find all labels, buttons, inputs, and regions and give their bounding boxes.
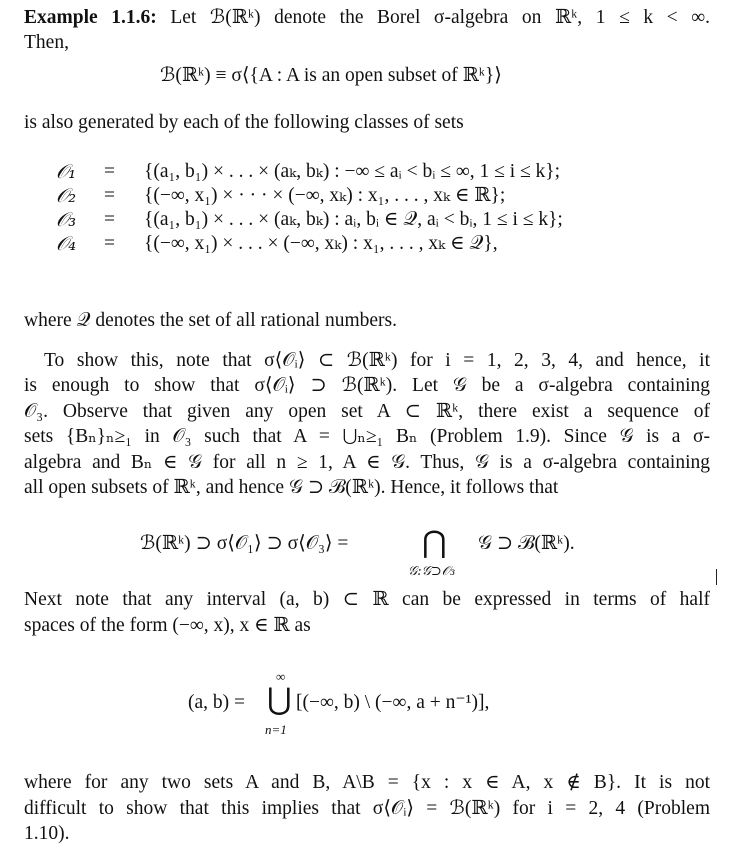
- equation-chain-rhs: 𝒢 ⊃ ℬ(ℝᵏ).: [478, 533, 575, 554]
- definition-rhs: {(a₁, b₁) × . . . × (aₖ, bₖ) : −∞ ≤ aᵢ < bᵢ ≤ ∞, 1 ≤ i ≤ k};: [144, 161, 561, 182]
- paragraph-line: 𝒪₃. Observe that given any open set A ⊂ ℝᵏ, there exist a sequence of: [24, 401, 710, 422]
- intersection-subscript: 𝒢:𝒢⊃𝒪₃: [408, 564, 456, 579]
- example-intro-then: Then,: [24, 32, 69, 53]
- paragraph-line: To show this, note that σ⟨𝒪ᵢ⟩ ⊂ ℬ(ℝᵏ) for i = 1, 2, 3, 4, and hence, it: [44, 350, 710, 371]
- example-intro-text: Let ℬ(ℝᵏ) denote the Borel σ-algebra on ℝᵏ, 1 ≤ k < ∞.: [170, 7, 710, 28]
- paragraph-line: algebra and Bₙ ∈ 𝒢 for all n ≥ 1, A ∈ 𝒢. Thus, 𝒢 is a σ-algebra containing: [24, 452, 710, 473]
- paragraph-line: sets {Bₙ}ₙ≥₁ in 𝒪₃ such that A = ⋃ₙ≥₁ Bₙ (Problem 1.9). Since 𝒢 is a σ-: [24, 426, 710, 447]
- definition-equals: =: [104, 233, 115, 254]
- big-intersection-operator: ⋂: [422, 526, 447, 559]
- definition-equals: =: [104, 161, 115, 182]
- equation-union-rhs: [(−∞, b) \ (−∞, a + n⁻¹)],: [296, 692, 490, 713]
- definition-equals: =: [104, 209, 115, 230]
- definition-rhs: {(a₁, b₁) × . . . × (aₖ, bₖ) : aᵢ, bᵢ ∈ 𝒬, aᵢ < bᵢ, 1 ≤ i ≤ k};: [144, 209, 563, 230]
- also-generated-text: is also generated by each of the following classes of sets: [24, 112, 464, 133]
- example-intro-line: [24, 6, 710, 30]
- next-note-line: Next note that any interval (a, b) ⊂ ℝ can be expressed in terms of half: [24, 589, 710, 610]
- final-line: where for any two sets A and B, A\B = {x : x ∈ A, x ∉ B}. It is not: [24, 772, 710, 793]
- big-union-operator: ⋃: [267, 683, 292, 716]
- definition-rhs: {(−∞, x₁) × · · · × (−∞, xₖ) : x₁, . . . , xₖ ∈ ℝ};: [144, 185, 506, 206]
- definition-symbol: 𝒪₄: [56, 232, 77, 255]
- definition-rhs: {(−∞, x₁) × . . . × (−∞, xₖ) : x₁, . . . , xₖ ∈ 𝒬},: [144, 233, 498, 254]
- final-line: difficult to show that this implies that σ⟨𝒪ᵢ⟩ = ℬ(ℝᵏ) for i = 2, 4 (Problem: [24, 798, 710, 819]
- paragraph-line: all open subsets of ℝᵏ, and hence 𝒢 ⊃ ℬ(ℝᵏ). Hence, it follows that: [24, 477, 559, 498]
- equation-chain-lhs: ℬ(ℝᵏ) ⊃ σ⟨𝒪₁⟩ ⊃ σ⟨𝒪₃⟩ =: [140, 533, 349, 554]
- example-label: Example 1.1.6:: [24, 7, 157, 28]
- union-upper-limit: ∞: [276, 669, 286, 684]
- where-rational-text: where 𝒬 denotes the set of all rational numbers.: [24, 310, 398, 331]
- text-cursor: [716, 569, 717, 585]
- union-lower-limit: n=1: [265, 722, 287, 737]
- equation-borel-generating: ℬ(ℝᵏ) ≡ σ⟨{A : A is an open subset of ℝᵏ}⟩: [160, 65, 502, 86]
- final-line: 1.10).: [24, 823, 70, 844]
- equation-union-lhs: (a, b) =: [188, 692, 246, 713]
- definition-equals: =: [104, 185, 115, 206]
- definition-symbol: 𝒪₃: [56, 208, 77, 231]
- definition-symbol: 𝒪₁: [56, 160, 77, 183]
- definition-symbol: 𝒪₂: [56, 184, 77, 207]
- next-note-line: spaces of the form (−∞, x), x ∈ ℝ as: [24, 615, 311, 636]
- paragraph-line: is enough to show that σ⟨𝒪ᵢ⟩ ⊃ ℬ(ℝᵏ). Let 𝒢 be a σ-algebra containing: [24, 375, 710, 396]
